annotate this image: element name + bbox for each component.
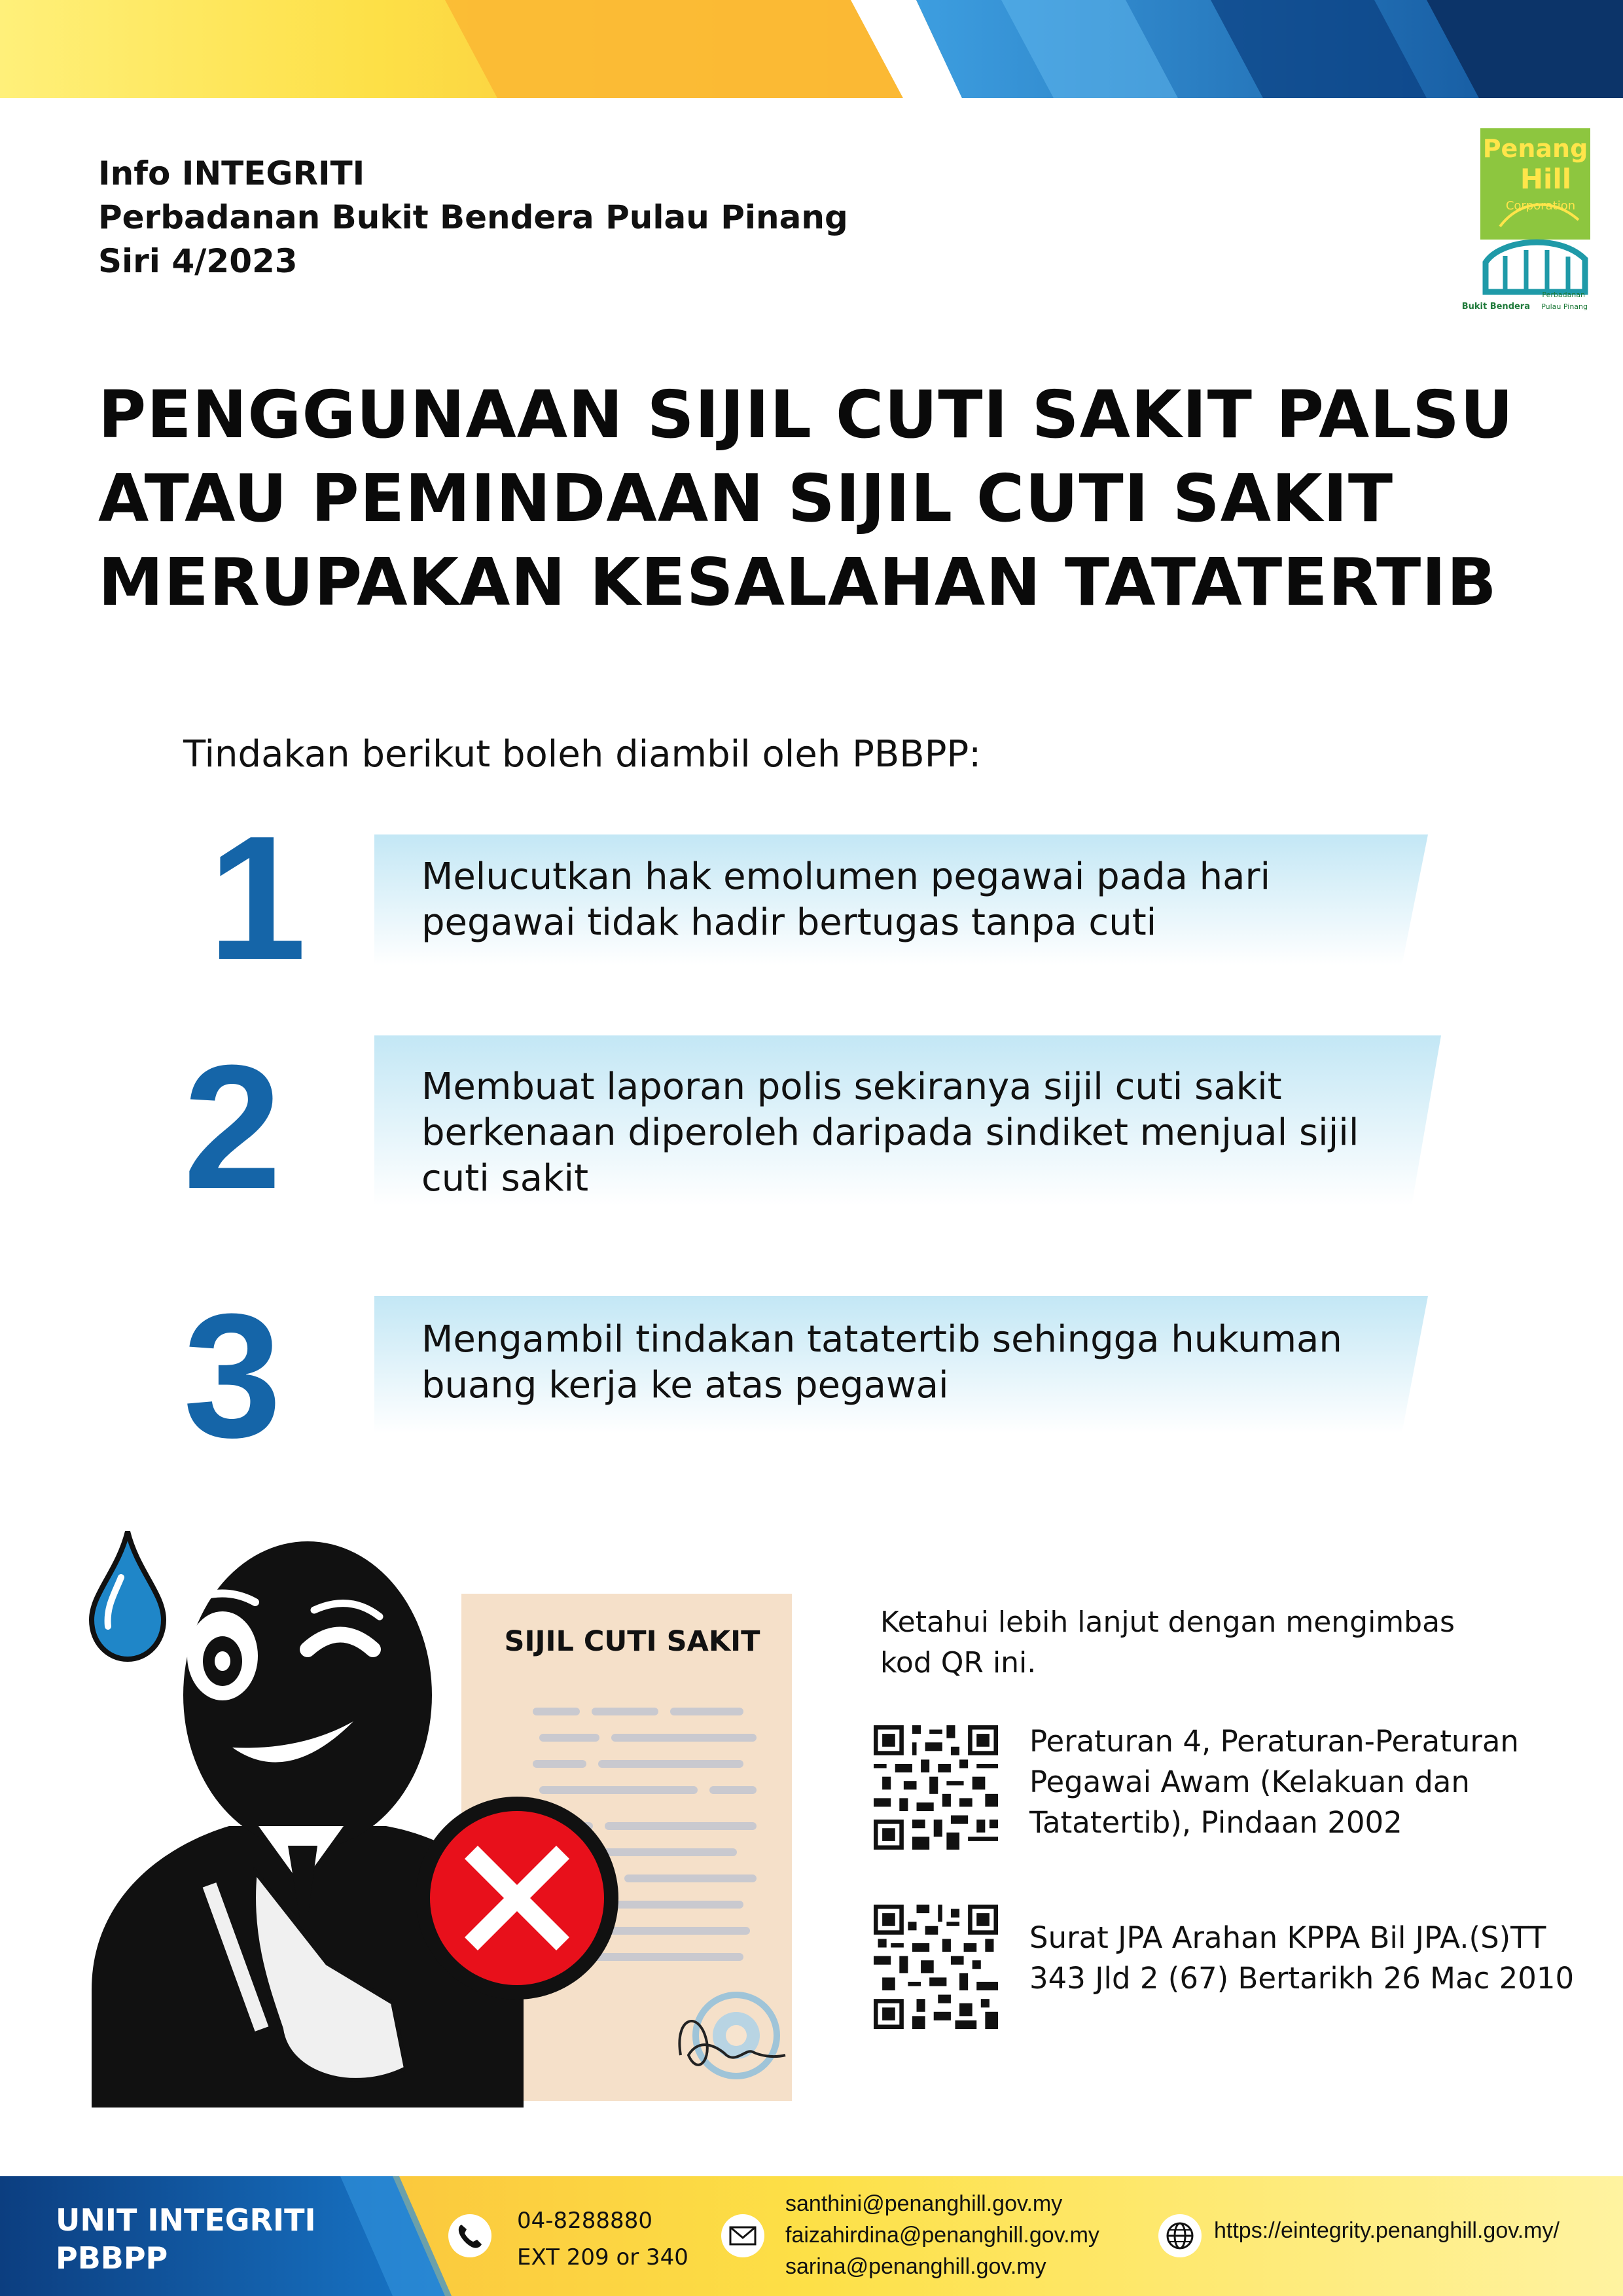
step-3-line-1: Mengambil tindakan tatatertib sehingga hukuman [421,1318,1342,1361]
globe-icon [1158,2214,1202,2257]
step-1-line-1: Melucutkan hak emolumen pegawai pada hari [421,855,1271,898]
qr-code-1[interactable] [874,1725,998,1850]
phone-icon [448,2214,491,2257]
footer [0,2176,1623,2296]
sick-leave-illustration [92,1532,825,2108]
logo-sub-perbadanan: Perbadanan [1542,291,1585,299]
footer-website-link[interactable]: https://eintegrity.penanghill.gov.my/ [1214,2218,1560,2243]
header-info [98,152,848,283]
penang-hill-logo [1461,128,1590,318]
footer-phone-number[interactable]: 04-8288880 [517,2208,652,2234]
qr-1-reference [1029,1721,1519,1843]
qr-1-line-1: Peraturan 4, Peraturan-Peraturan [1029,1724,1519,1759]
step-2-text [421,1064,1359,1202]
qr-1-line-3: Tatatertib), Pindaan 2002 [1029,1805,1402,1840]
qr-intro-line-1: Ketahui lebih lanjut dengan mengimbas [880,1605,1455,1639]
step-1-line-2: pegawai tidak hadir bertugas tanpa cuti [421,901,1157,944]
header-series-number: Siri 4/2023 [98,242,298,280]
top-banner [0,0,1623,98]
footer-unit-name [56,2201,316,2277]
footer-email-3[interactable]: sarina@penanghill.gov.my [785,2254,1046,2279]
qr-2-line-1: Surat JPA Arahan KPPA Bil JPA.(S)TT [1029,1920,1546,1955]
footer-phone [517,2202,688,2276]
header-organization: Perbadanan Bukit Bendera Pulau Pinang [98,198,848,236]
footer-phone-ext: EXT 209 or 340 [517,2244,688,2270]
step-2-number: 2 [183,1029,282,1226]
footer-unit-line-2: PBBPP [56,2240,168,2276]
qr-2-line-2: 343 Jld 2 (67) Bertarikh 26 Mac 2010 [1029,1961,1575,1996]
step-2-box [374,1035,1441,1206]
qr-code-2[interactable] [874,1905,998,2029]
step-2-line-1: Membuat laporan polis sekiranya sijil cuti sakit [421,1066,1282,1108]
logo-word-penang: Penang [1482,134,1588,163]
main-title-line-3: MERUPAKAN KESALAHAN TATATERTIB [98,544,1497,620]
qr-intro [880,1602,1455,1683]
logo-word-corporation: Corporation [1505,199,1576,213]
step-2-line-2: berkenaan diperoleh daripada sindiket menjual sijil [421,1111,1359,1154]
footer-emails [785,2188,1099,2282]
logo-word-hill: Hill [1520,163,1572,195]
step-3-number: 3 [183,1278,282,1475]
header-series-label: Info INTEGRITI [98,154,365,192]
footer-unit-line-1: UNIT INTEGRITI [56,2202,316,2238]
logo-sub-pulau-pinang: Pulau Pinang [1541,302,1588,311]
step-3-text [421,1317,1342,1408]
qr-1-line-2: Pegawai Awam (Kelakuan dan [1029,1765,1470,1799]
qr-2-reference [1029,1918,1574,1999]
sweat-drop-icon [92,1532,164,1659]
step-1-text [421,854,1270,946]
step-3-box [374,1296,1428,1433]
main-title-line-1: PENGGUNAAN SIJIL CUTI SAKIT PALSU [98,376,1514,453]
step-2-line-3: cuti sakit [421,1157,589,1200]
step-1-number: 1 [208,800,307,997]
footer-email-2[interactable]: faizahirdina@penanghill.gov.my [785,2223,1099,2248]
step-1-box [374,834,1428,965]
mail-icon [721,2214,764,2257]
step-3-line-2: buang kerja ke atas pegawai [421,1364,949,1407]
main-title [98,373,1571,624]
certificate-title: SIJIL CUTI SAKIT [504,1625,760,1658]
x-mark-icon [416,1797,618,2000]
main-title-line-2: ATAU PEMINDAAN SIJIL CUTI SAKIT [98,460,1394,537]
actions-intro: Tindakan berikut boleh diambil oleh PBBPP: [183,733,982,776]
footer-email-1[interactable]: santhini@penanghill.gov.my [785,2191,1063,2216]
qr-intro-line-2: kod QR ini. [880,1646,1037,1679]
logo-sub-bukit-bendera: Bukit Bendera [1461,302,1530,312]
